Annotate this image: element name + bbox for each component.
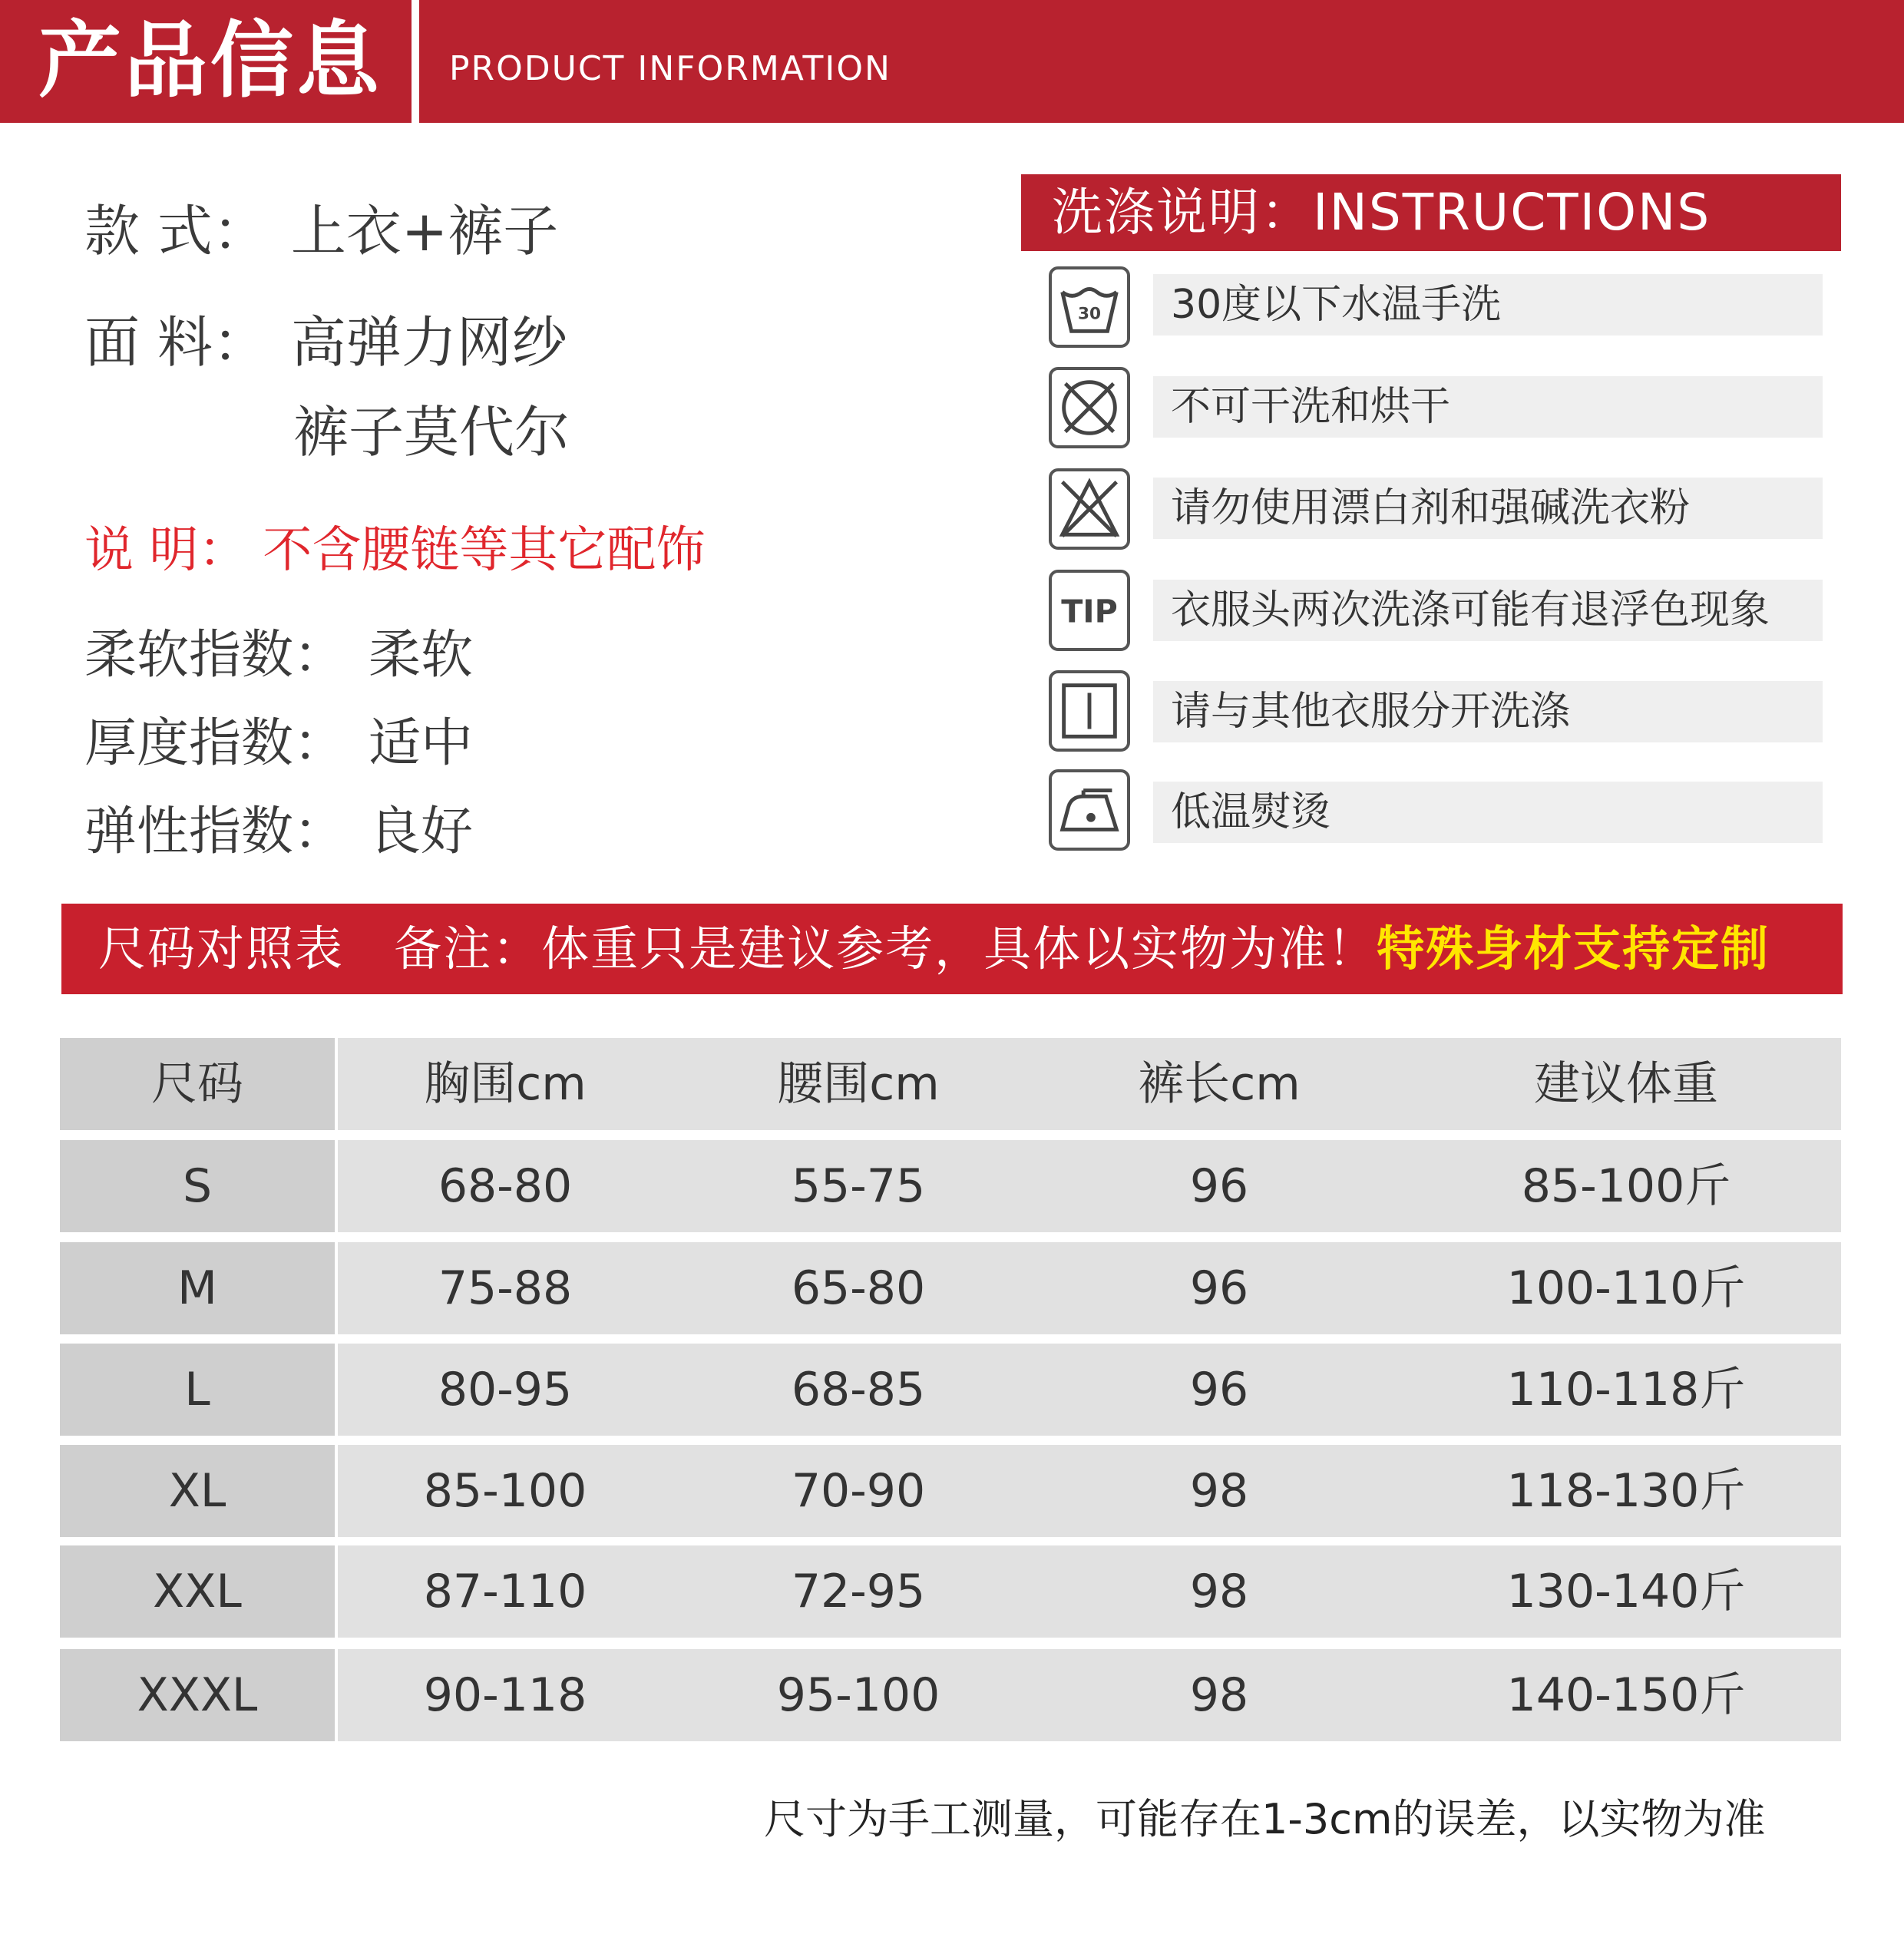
table-row [60, 1242, 1841, 1334]
table-cell-waist: 70-90 [791, 1464, 926, 1518]
no-dry-clean-tumble-icon [1049, 367, 1130, 448]
table-cell-size: XL [168, 1464, 226, 1518]
table-cell-size: S [182, 1159, 213, 1213]
thickness-row [84, 713, 474, 774]
table-cell-waist: 72-95 [791, 1565, 926, 1618]
table-cell-chest: 85-100 [423, 1464, 587, 1518]
softness-row [84, 625, 474, 686]
page-title: 产品信息 [38, 13, 383, 109]
elasticity-row [84, 802, 474, 862]
instruction-text: 低温熨烫 [1171, 789, 1331, 835]
table-cell-waist: 95-100 [776, 1668, 940, 1722]
table-cell-weight: 140-150斤 [1506, 1668, 1746, 1722]
thickness-label: 厚度指数： [84, 713, 346, 774]
tip-icon [1049, 570, 1130, 651]
table-cell-weight: 85-100斤 [1521, 1159, 1731, 1213]
table-cell-size: XXXL [137, 1668, 258, 1722]
table-cell-weight: 100-110斤 [1506, 1261, 1746, 1315]
table-cell-chest: 68-80 [438, 1159, 573, 1213]
table-cell-length: 96 [1189, 1261, 1249, 1315]
header-pants-length: 裤长cm [1138, 1057, 1301, 1111]
thickness-value: 适中 [369, 713, 474, 774]
size-chart-note: 尺码对照表 备注：体重只是建议参考，具体以实物为准！ [98, 921, 1377, 977]
fabric-value-2: 裤子莫代尔 [293, 400, 570, 464]
elasticity-value: 良好 [369, 802, 474, 862]
header-chest: 胸围cm [424, 1057, 587, 1111]
instruction-text: 衣服头两次洗涤可能有退浮色现象 [1171, 587, 1770, 633]
header-divider [412, 0, 419, 123]
fabric-label: 面 料： [84, 310, 268, 375]
style-row [84, 199, 559, 263]
table-cell-length: 98 [1189, 1565, 1249, 1618]
table-cell-size: L [184, 1363, 210, 1416]
instruction-text: 请勿使用漂白剂和强碱洗衣粉 [1171, 485, 1691, 531]
table-cell-length: 96 [1189, 1363, 1249, 1416]
table-cell-waist: 65-80 [791, 1261, 926, 1315]
note-value: 不含腰链等其它配饰 [263, 522, 706, 579]
table-cell-size: XXL [153, 1565, 242, 1618]
header-size: 尺码 [151, 1057, 243, 1111]
table-cell-waist: 68-85 [791, 1363, 926, 1416]
table-cell-waist: 55-75 [791, 1159, 926, 1213]
instructions-title: 洗涤说明：INSTRUCTIONS [1052, 183, 1711, 242]
wash-30-icon-label: 30 [1078, 304, 1101, 324]
table-row [60, 1649, 1841, 1741]
elasticity-label: 弹性指数： [84, 802, 346, 862]
table-cell-chest: 80-95 [438, 1363, 573, 1416]
instruction-text: 30度以下水温手洗 [1171, 282, 1502, 328]
separate-wash-icon [1049, 670, 1130, 752]
instruction-text: 请与其他衣服分开洗涤 [1171, 689, 1571, 735]
header-waist: 腰围cm [777, 1057, 940, 1111]
size-chart-banner-text [98, 904, 1770, 994]
table-cell-chest: 75-88 [438, 1261, 573, 1315]
measurement-footnote: 尺寸为手工测量，可能存在1-3cm的误差，以实物为准 [764, 1795, 1766, 1843]
softness-label: 柔软指数： [84, 625, 346, 686]
header-weight: 建议体重 [1534, 1057, 1718, 1111]
note-label: 说 明： [84, 522, 248, 579]
wash-30-icon [1049, 266, 1130, 348]
table-cell-weight: 118-130斤 [1506, 1464, 1746, 1518]
table-row [60, 1445, 1841, 1537]
softness-value: 柔软 [369, 625, 474, 686]
tip-icon-label: TIP [1061, 593, 1118, 630]
table-cell-chest: 87-110 [423, 1565, 587, 1618]
table-row [60, 1344, 1841, 1436]
table-cell-length: 98 [1189, 1464, 1249, 1518]
style-value: 上衣+裤子 [290, 199, 559, 263]
fabric-row [84, 310, 567, 375]
table-cell-size: M [177, 1261, 217, 1315]
custom-size-highlight: 特殊身材支持定制 [1377, 921, 1770, 977]
table-row [60, 1140, 1841, 1232]
no-bleach-icon [1049, 468, 1130, 550]
style-label: 款 式： [84, 199, 268, 263]
table-cell-chest: 90-118 [423, 1668, 587, 1722]
fabric-value-1: 高弹力网纱 [290, 310, 567, 375]
note-row [84, 522, 706, 579]
instruction-text: 不可干洗和烘干 [1171, 384, 1451, 430]
page-subtitle: PRODUCT INFORMATION [449, 49, 891, 88]
table-header-row [60, 1038, 1841, 1130]
table-cell-length: 96 [1189, 1159, 1249, 1213]
low-iron-icon [1049, 769, 1130, 851]
table-row [60, 1545, 1841, 1638]
table-cell-weight: 110-118斤 [1506, 1363, 1746, 1416]
table-cell-weight: 130-140斤 [1506, 1565, 1746, 1618]
table-cell-length: 98 [1189, 1668, 1249, 1722]
